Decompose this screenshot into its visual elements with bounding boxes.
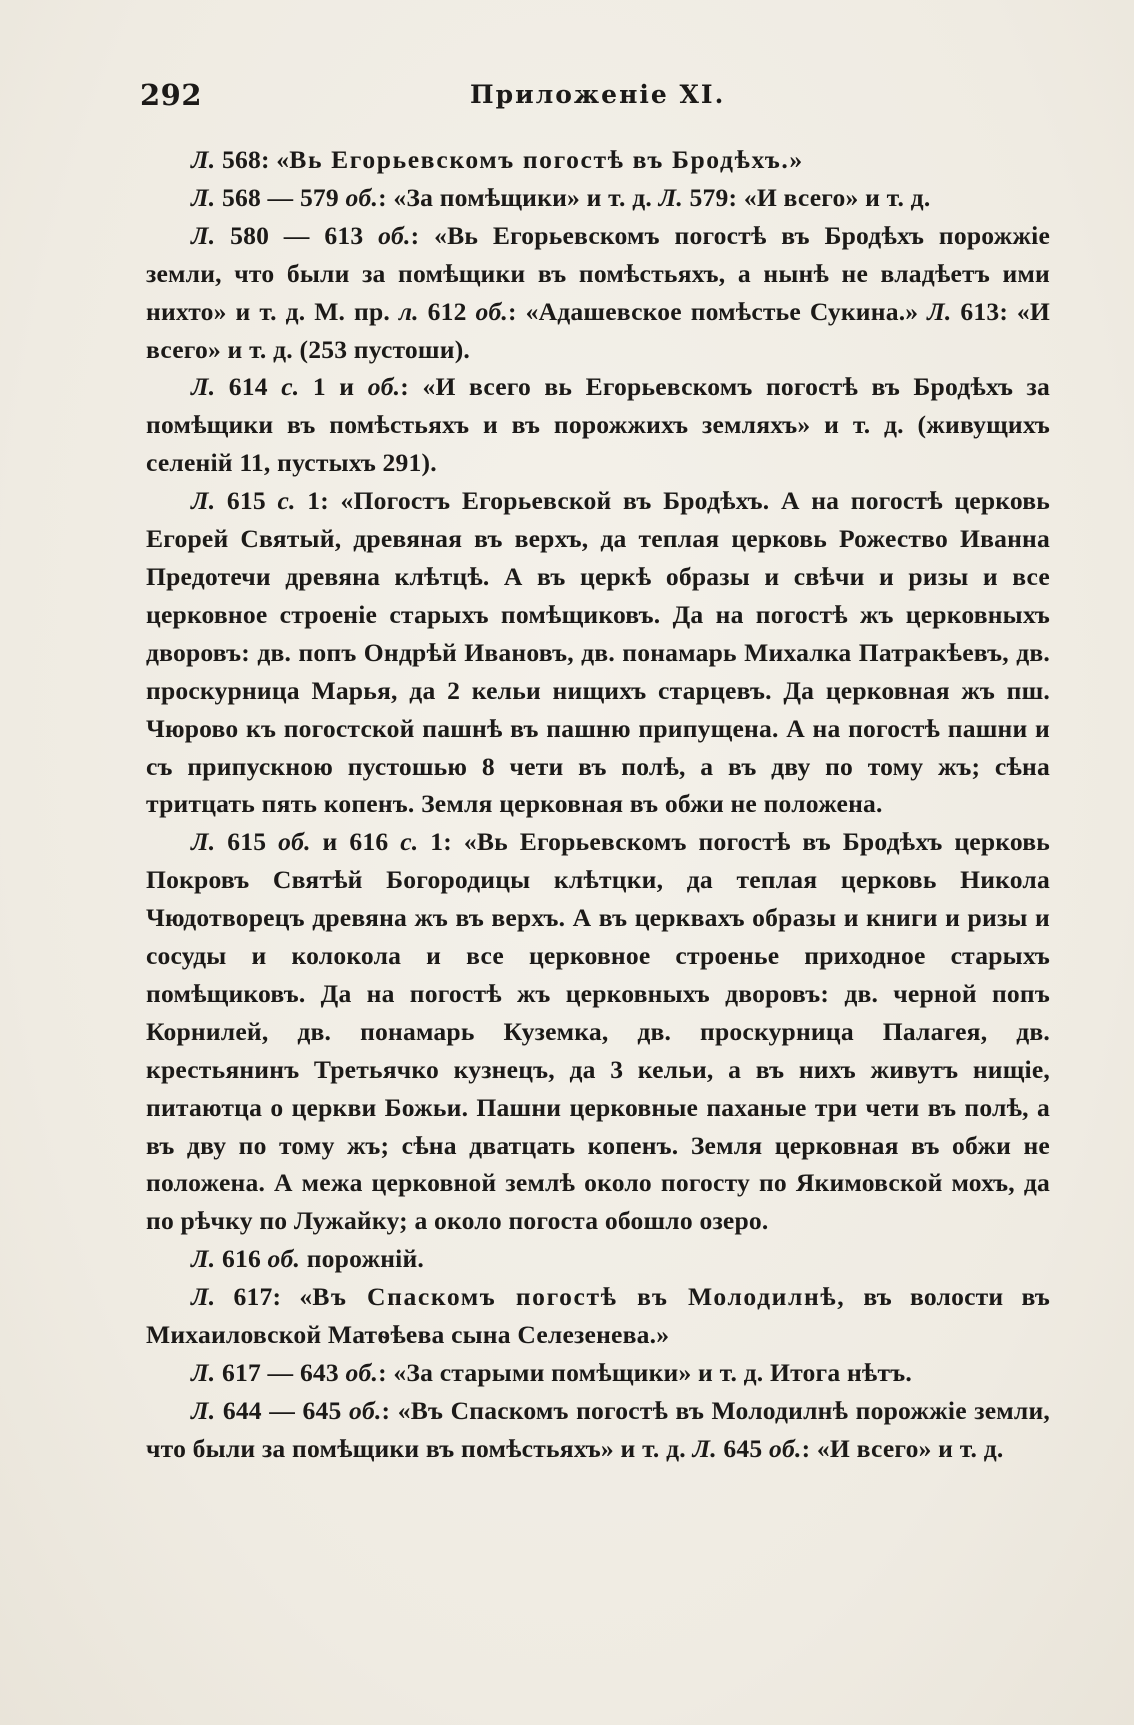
folio-reference: об.	[345, 182, 379, 212]
text-run: 1 и	[299, 372, 368, 402]
body-text	[146, 141, 1050, 1468]
text-run: 615	[215, 827, 279, 857]
folio-reference: Л.	[191, 372, 216, 402]
paragraph	[146, 368, 1050, 482]
running-head: Приложеніе XI.	[470, 80, 726, 109]
text-run: 644 — 645	[215, 1395, 349, 1425]
page-header	[140, 78, 1043, 118]
paragraph	[146, 823, 1050, 1240]
page-number: 292	[140, 78, 203, 112]
paragraph	[146, 1354, 1050, 1392]
spaced-heading-text: Въ Спаскомъ погостѣ въ Молодилнѣ,	[312, 1282, 846, 1312]
text-run: 1: «Вь Егорьевскомъ погостѣ въ Бродѣхъ церковь Покровъ Святѣй Богородицы клѣтцки, да теплая церковь Никола Чюдотворецъ древяна жъ въ верхъ. А въ церквахъ образы и книги и ризы и сосуды и колокола и все церковное строенье приходное старыхъ помѣщиковъ. Да на погостѣ жъ церковныхъ дворовъ: дв. черной попъ Корнилей, дв. понамарь Куземка, дв. проскурница Палагея, дв. крестьянинъ Третьячко кузнецъ, да 3 кельи, а въ нихъ живутъ нищiе, питаютца о церкви Божьи. Пашни церковные паханые три чети въ полѣ, а въ дву по тому жъ; сѣна дватцать копенъ. Земля церковная въ обжи не положена. А межа церковной землѣ около погосту по Якимовской мохъ, да по рѣчку по Лужайку; а около погоста обошло озеро.	[146, 827, 1050, 1236]
folio-reference: Л.	[191, 1282, 216, 1312]
text-run: : «Вь Егорьевскомъ погостѣ въ Бродѣхъ порожжіе земли, что были за помѣщики въ помѣстьяхъ, а нынѣ не владѣетъ ими нихто» и т. д. М. пр.	[146, 220, 1050, 326]
folio-reference: об.	[378, 220, 411, 250]
folio-reference: с.	[277, 486, 296, 516]
text-run: : «За помѣщики» и т. д.	[378, 182, 659, 212]
text-run: 568 — 579	[215, 182, 346, 212]
text-run: 1: «Погостъ Егорьевской въ Бродѣхъ. А на погостѣ церковь Егорей Святый, древяная въ верхъ, да теплая церковь Рожество Иванна Предотечи древяна клѣтцѣ. А въ церкѣ образы и свѣчи и ризы и все церковное строенiе старыхъ помѣщиковъ. Да на погостѣ жъ церковныхъ дворовъ: дв. попъ Ондрѣй Ивановъ, дв. понамарь Михалка Патракѣевъ, дв. проскурница Марья, да 2 кельи нищихъ старцевъ. Да церковная жъ пш. Чюрово къ погостской пашнѣ въ пашню припущена. А на погостѣ пашни и съ припускною пустошью 8 чети въ полѣ, а въ дву по тому жъ; сѣна тритцать пять копенъ. Земля церковная въ обжи не положена.	[146, 486, 1050, 819]
folio-reference: об.	[345, 1358, 379, 1387]
folio-reference: Л.	[191, 1244, 216, 1274]
folio-reference: Л.	[191, 182, 216, 212]
spaced-heading-text: Вь Егорьевскомъ погостѣ въ Бродѣхъ.	[289, 145, 790, 174]
paragraph	[146, 1278, 1050, 1354]
folio-reference: Л.	[191, 145, 216, 174]
text-run: : «Въ Спаскомъ погостѣ въ Молодилнѣ порожжiе земли, что были за помѣщики въ помѣстьяхъ» и т. д.	[146, 1395, 1050, 1463]
folio-reference: Л.	[191, 827, 216, 857]
text-run: 617 — 643	[215, 1358, 346, 1387]
paragraph	[146, 179, 1050, 217]
text-run: : «За старыми помѣщики» и т. д. Итога нѣтъ.	[378, 1358, 912, 1387]
text-run: 612	[418, 296, 476, 326]
folio-reference: об.	[267, 1244, 301, 1274]
folio-reference: Л.	[191, 1395, 216, 1425]
folio-reference: об.	[278, 827, 311, 857]
paragraph	[146, 482, 1050, 823]
text-run: и 616	[310, 827, 401, 857]
folio-reference: Л.	[191, 220, 216, 250]
text-run: 579: «И всего» и т. д.	[682, 182, 931, 212]
folio-reference: об.	[367, 372, 401, 402]
folio-reference: с.	[400, 827, 419, 857]
text-run: 614	[215, 372, 282, 402]
folio-reference: об.	[475, 296, 509, 326]
text-run: : «Адашевское помѣстье Сукина.»	[508, 296, 928, 326]
paragraph	[146, 141, 1050, 179]
text-run: 645	[716, 1433, 770, 1463]
text-run: : «И всего» и т. д.	[801, 1433, 1004, 1463]
folio-reference: об.	[769, 1433, 802, 1463]
text-run: 617: «	[215, 1282, 313, 1312]
folio-reference: Л.	[692, 1433, 717, 1463]
text-run: »	[789, 145, 803, 174]
paragraph	[146, 217, 1050, 369]
folio-reference: с.	[281, 372, 300, 402]
folio-reference: л.	[398, 296, 419, 326]
folio-reference: об.	[348, 1395, 382, 1425]
paragraph	[146, 1392, 1050, 1468]
folio-reference: Л.	[191, 1358, 216, 1387]
text-run: въ волости въ Михаиловской Матѳѣева сына Селезенева.»	[146, 1282, 1050, 1350]
text-run: 580 — 613	[215, 220, 379, 250]
text-run: 616	[215, 1244, 268, 1274]
text-run: 615	[215, 486, 278, 516]
text-run: порожнiй.	[300, 1244, 425, 1274]
text-run: : «И всего вь Егорьевскомъ погостѣ въ Бродѣхъ за помѣщики въ помѣстьяхъ и въ порожжихъ земляхъ» и т. д. (живущихъ селенiй 11, пустыхъ 291).	[146, 372, 1050, 478]
folio-reference: Л.	[927, 296, 952, 326]
paragraph	[146, 1240, 1050, 1278]
text-run: 568: «	[215, 145, 290, 174]
text-run: 613: «И всего» и т. д. (253 пустоши).	[146, 296, 1051, 364]
folio-reference: Л.	[658, 182, 683, 212]
folio-reference: Л.	[191, 486, 216, 516]
